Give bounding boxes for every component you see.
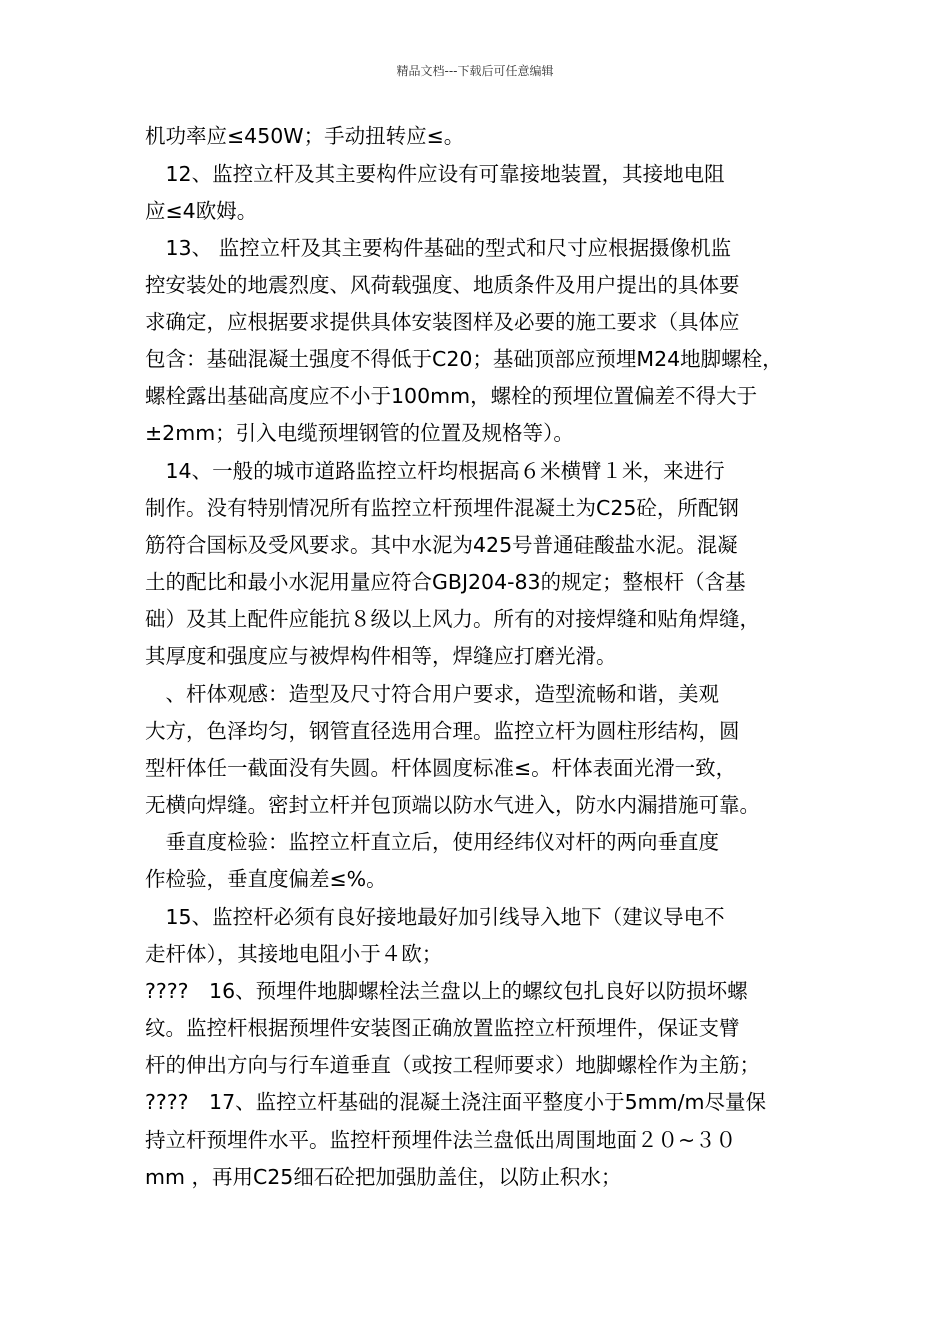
text-line: 其厚度和强度应与被焊构件相等，焊缝应打磨光滑。 [145,644,617,668]
text-line: 机功率应≤450W；手动扭转应≤。 [145,124,465,148]
text-line: mm ，再用C25细石砼把加强肋盖住，以防止积水； [145,1165,622,1189]
text-line: 走杆体），其接地电阻小于４欧； [145,942,443,966]
text-line: 螺栓露出基础高度应不小于100mm，螺栓的预埋位置偏差不得大于 [145,384,758,408]
text-line: 控安装处的地震烈度、风荷载强度、地质条件及用户提出的具体要 [145,273,740,297]
text-line: 15、监控杆必须有良好接地最好加引线导入地下（建议导电不 [145,905,725,929]
text-line: 筋符合国标及受风要求。其中水泥为425号普通硅酸盐水泥。混凝 [145,533,738,557]
text-line: 土的配比和最小水泥用量应符合GBJ204-83的规定；整根杆（含基 [145,570,746,594]
text-line: 垂直度检验：监控立杆直立后，使用经纬仪对杆的两向垂直度 [145,830,719,854]
text-line: 应≤4欧姆。 [145,199,258,223]
text-line: 包含：基础混凝土强度不得低于C20；基础顶部应预埋M24地脚螺栓， [145,347,783,371]
text-line: ???? 16、预埋件地脚螺栓法兰盘以上的螺纹包扎良好以防损坏螺 [145,979,748,1003]
text-line: 求确定，应根据要求提供具体安装图样及必要的施工要求（具体应 [145,310,740,334]
text-line: 、杆体观感：造型及尺寸符合用户要求，造型流畅和谐，美观 [145,682,719,706]
text-line: 无横向焊缝。密封立杆并包顶端以防水气进入，防水内漏措施可靠。 [145,793,760,817]
text-line: 制作。没有特别情况所有监控立杆预埋件混凝土为C25砼，所配钢 [145,496,739,520]
text-line: 14、一般的城市道路监控立杆均根据高６米横臂１米，来进行 [145,459,725,483]
text-line: 础）及其上配件应能抗８级以上风力。所有的对接焊缝和贴角焊缝， [145,607,760,631]
text-line: 作检验，垂直度偏差≤%。 [145,867,387,891]
text-line: 纹。监控杆根据预埋件安装图正确放置监控立杆预埋件，保证支臂 [145,1016,740,1040]
text-line: ±2mm；引入电缆预埋钢管的位置及规格等）。 [145,421,574,445]
text-line: 杆的伸出方向与行车道垂直（或按工程师要求）地脚螺栓作为主筋； [145,1053,760,1077]
text-line: 13、 监控立杆及其主要构件基础的型式和尺寸应根据摄像机监 [145,236,732,260]
text-line: 型杆体任一截面没有失圆。杆体圆度标准≤。杆体表面光滑一致， [145,756,737,780]
page-header: 精品文档---下载后可任意编辑 [396,64,554,78]
text-line: 大方，色泽均匀，钢管直径选用合理。监控立杆为圆柱形结构，圆 [145,719,740,743]
text-line: 12、监控立杆及其主要构件应设有可靠接地装置，其接地电阻 [145,162,725,186]
text-line: ???? 17、监控立杆基础的混凝土浇注面平整度小于5mm/m尽量保 [145,1090,766,1114]
text-line: 持立杆预埋件水平。监控杆预埋件法兰盘低出周围地面２０~３０ [145,1128,737,1152]
